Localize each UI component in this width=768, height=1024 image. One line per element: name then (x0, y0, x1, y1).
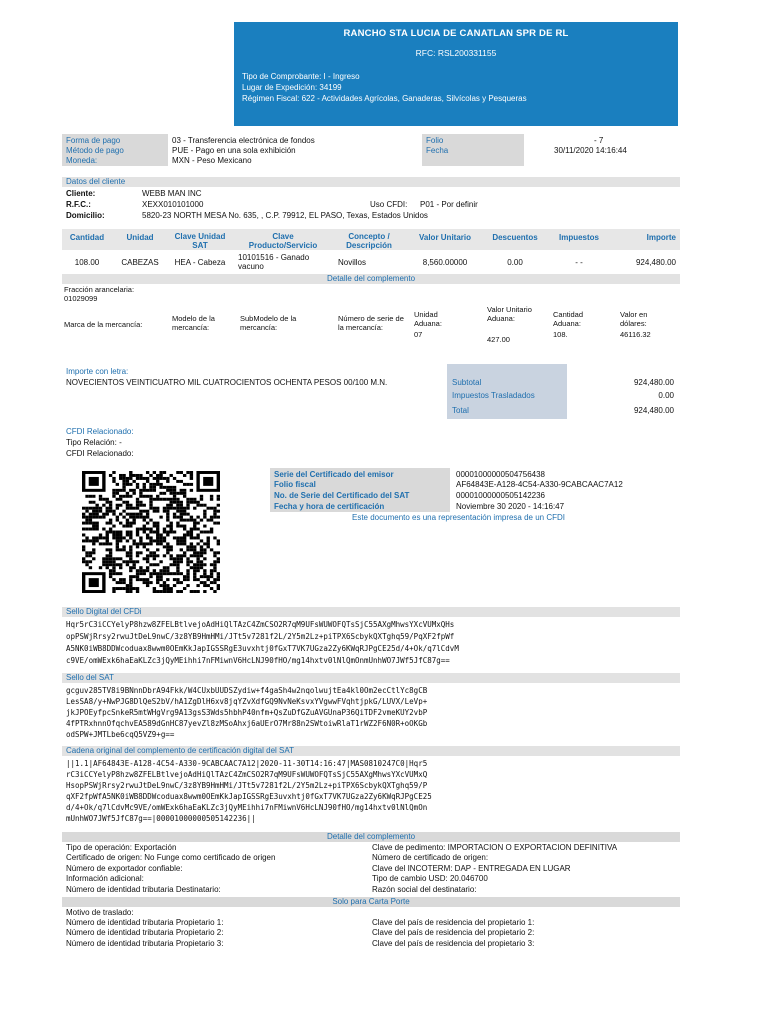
cadena-line: qXF2fpWfA5NK0iWB8DDWcoduax8wwm0OEmKkJapIGSSRgE3uvxhtj0fGxT7VK7UGza2Zy6KWqRJPgCE25 (66, 792, 432, 801)
carta-porte-title: Solo para Carta Porte (332, 897, 410, 906)
unidad-aduana-label: Unidad Aduana: (414, 310, 442, 328)
complemento-bar (62, 274, 680, 284)
issuer-header (234, 22, 678, 126)
impuestos-trasladados-value: 0.00 (658, 391, 674, 400)
impuestos-trasladados-label: Impuestos Trasladados (452, 391, 535, 400)
cfdi-relacionado-value: CFDI Relacionado: (66, 449, 134, 458)
carta-porte-left (66, 918, 223, 949)
sello-sat-line: jkJPOEyfpcSnkeR5mtWHgVrg9A13gsS3Wds5hbhP40nfm+QsZuDfGZuAVGUnaP36QiTDF2vmeKUY2vbP (66, 708, 428, 717)
sello-sat-title: Sello del SAT (66, 673, 114, 682)
sello-cfdi-line: opPSWjRrsy2rwuJtDeL9nwC/3z8YB9HmHMi/JTt5v7281f2L/2Y5m2Lz+piTPX6ScbykQXTghq59/PqXF2fpWf (66, 632, 455, 641)
propietario-pais: Clave del país de residencia del propietario 1: (372, 918, 535, 927)
valor-unitario-aduana-label: Valor Unitario Aduana: (487, 305, 532, 323)
cadena-line: mUnhWO7JWf5JfC87g==|00001000000505142236|| (66, 814, 256, 823)
sello-cfdi-text (66, 619, 459, 667)
cliente-label: Cliente: (66, 189, 96, 198)
cadena-line: ||1.1|AF64843E-A128-4C54-A330-9CABCAAC7A12|2020-11-30T14:16:47|MAS0810247C0|Hqr5 (66, 759, 428, 768)
total-label: Total (452, 406, 469, 415)
valor-dolares-label: Valor en dólares: (620, 310, 648, 328)
detalle2-right (372, 843, 617, 895)
moneda-label: Moneda: (66, 156, 98, 165)
detalle2-right-item: Clave de pedimento: IMPORTACION O EXPORTACION DEFINITIVA (372, 843, 618, 852)
uso-cfdi-label: Uso CFDI: (370, 200, 408, 209)
cell-cantidad: 108.00 (74, 258, 100, 267)
col-impuestos: Impuestos (558, 233, 599, 242)
sello-sat-text (66, 685, 427, 740)
folio-value: - 7 (594, 136, 604, 145)
company-name: RANCHO STA LUCIA DE CANATLAN SPR DE RL (343, 28, 569, 39)
col-descuentos: Descuentos (492, 233, 538, 242)
sello-sat-bar (62, 673, 680, 683)
fecha-certificacion-label: Fecha y hora de certificación (274, 502, 385, 511)
col-unidad: Unidad (126, 233, 154, 242)
propietario-nit: Número de identidad tributaria Propietario 3: (66, 938, 224, 948)
valor-dolares-value: 46116.32 (620, 330, 651, 339)
cadena-text (66, 758, 432, 824)
cadena-line: rC3iCCYelyP8hzw8ZFELBtlvejoAdHiQlTAzC4ZmCSO2R7qM9UFsWUWOFQTsSjC55AXgMhwsYXcVUMxQ (66, 770, 428, 779)
cell-descuentos: 0.00 (507, 258, 523, 267)
lugar-expedicion: Lugar de Expedición: 34199 (242, 83, 342, 92)
fraccion-value: 01029099 (64, 294, 98, 303)
propietario-nit: Número de identidad tributaria Propietario 2: (66, 928, 224, 938)
col-concepto: Concepto / Descripción (346, 232, 392, 250)
regimen-fiscal: Régimen Fiscal: 622 - Actividades Agrícolas, Ganaderas, Silvícolas y Pesqueras (242, 94, 527, 103)
subtotal-label: Subtotal (452, 378, 482, 387)
cell-impuestos: - - (575, 258, 583, 267)
detalle2-right-item: Número de certificado de origen: (372, 853, 489, 863)
sello-sat-line: odSPW+JMTLbe6cqQ5VZ9+g== (66, 730, 175, 739)
detalle2-title: Detalle del complemento (326, 832, 416, 841)
serie-sat-label: No. de Serie del Certificado del SAT (274, 491, 410, 500)
col-importe: Importe (646, 233, 676, 242)
cell-concepto: Novillos (338, 258, 367, 267)
detalle2-left-item: Certificado de origen: No Funge como certificado de origen (66, 853, 276, 863)
cadena-line: d/4+Ok/q7lCdvMc9VE/omWExk6haEaKLZc3jQyMEihhi7nFMiwnV6HcLNJ90fHO/mg14hxtv0lNlQmOn (66, 803, 428, 812)
metodo-pago-value: PUE - Pago en una sola exhibición (172, 146, 296, 155)
cliente-section-bar (62, 177, 680, 187)
subtotal-value: 924,480.00 (633, 378, 674, 387)
col-clave-producto: Clave Producto/Servicio (248, 232, 318, 250)
fecha-certificacion-value: Noviembre 30 2020 - 14:16:47 (456, 502, 565, 511)
carta-porte-bar (62, 897, 680, 907)
cfdi-relacionado-title: CFDI Relacionado: (66, 427, 134, 436)
carta-porte-right (372, 918, 534, 949)
cliente-section-title: Datos del cliente (66, 177, 126, 186)
valor-unitario-aduana-value: 427.00 (487, 335, 510, 344)
tipo-relacion: Tipo Relación: - (66, 438, 122, 447)
fecha-value: 30/11/2020 14:16:44 (554, 146, 627, 155)
domicilio-value: 5820-23 NORTH MESA No. 635, , C.P. 79912, EL PASO, Texas, Estados Unidos (142, 211, 428, 220)
rfc-label: R.F.C.: (66, 200, 91, 209)
rfc-value: XEXX010101000 (142, 200, 204, 209)
folio-fiscal-value: AF64843E-A128-4C54-A330-9CABCAAC7A12 (456, 480, 623, 489)
modelo-label: Modelo de la mercancía: (172, 314, 215, 332)
submodelo-label: SubModelo de la mercancía: (240, 314, 297, 332)
cadena-line: HsopPSWjRrsy2rwuJtDeL9nwC/3z8YB9HmHMi/JTt5v7281f2L/2Y5m2Lz+piTPX6ScbykQXTghq59/P (66, 781, 428, 790)
fecha-label: Fecha (426, 146, 449, 155)
col-cantidad: Cantidad (69, 233, 105, 242)
detalle2-bar (62, 832, 680, 842)
cadena-title: Cadena original del complemento de certificación digital del SAT (66, 746, 294, 755)
cell-importe: 924,480.00 (635, 258, 676, 267)
serie-sat-value: 00001000000505142236 (456, 491, 545, 500)
tipo-comprobante: Tipo de Comprobante: I - Ingreso (242, 72, 360, 81)
sello-cfdi-line: Hqr5rC3iCCYelyP8hzw8ZFELBtlvejoAdHiQlTAzC4ZmCSO2R7qM9UFsWUWOFQTsSjC55AXgMhwsYXcVUMxQHs (66, 620, 455, 629)
folio-label: Folio (426, 136, 444, 145)
unidad-aduana-value: 07 (414, 330, 423, 339)
sello-cfdi-line: c9VE/omWExk6haEaKLZc3jQyMEihhi7nFMiwnV6HcLNJ90fHO/mg14hxtv0lNlQmOnmUnhWO7JWf5JfC87g== (66, 656, 450, 665)
cell-clave-producto: 10101516 - Ganado vacuno (238, 253, 310, 271)
propietario-nit: Número de identidad tributaria Propietario 1: (66, 918, 224, 927)
forma-pago-value: 03 - Transferencia electrónica de fondos (172, 136, 315, 145)
marca-label: Marca de la mercancía: (64, 320, 143, 329)
cantidad-aduana-value: 108. (553, 330, 568, 339)
sello-sat-line: gcguv285TV8i9BNnnDbrA94Fkk/W4CUxbUUDSZydiw+f4gaSh4w2nqolwujtEa4kl0Om2ecCtlYc8gCB (66, 686, 428, 695)
issuer-rfc: RFC: RSL200331155 (415, 48, 497, 58)
qr-code-icon (82, 471, 220, 593)
fraccion-label: Fracción arancelaria: (64, 285, 135, 294)
detalle2-right-item: Clave del INCOTERM: DAP - ENTREGADA EN LUGAR (372, 863, 571, 873)
col-clave-unidad: Clave Unidad SAT (174, 232, 226, 250)
sello-sat-line: LesSA8/y+NwPJG8DlQeS2bV/hA1ZgDlH6xv8jqYZvXdfGQ9NvNeKsvxYVgwwFVqhtjpkG/LUVX/LeVp+ (66, 697, 428, 706)
col-valor-unitario: Valor Unitario (418, 233, 471, 242)
sello-cfdi-line: A5NK0iWB8DDWcoduax8wwm0OEmKkJapIGSSRgE3uvxhtj0fGxT7VK7UGza2Zy6KWqRJPgCE25d/4+Ok/q7lCdvM (66, 644, 459, 653)
detalle2-right-item: Razón social del destinatario: (372, 884, 477, 894)
total-value: 924,480.00 (633, 406, 674, 415)
uso-cfdi-value: P01 - Por definir (420, 200, 478, 209)
serie-mercancia-label: Número de serie de la mercancía: (338, 314, 404, 332)
sello-sat-line: 4fPTRxhnnOfqchvEA589dGnHC87yevZl8zMSoAhxj6aUErO7Mr88n2SWtoiwRlaT1rWZ2F6N0R+oOKGb (66, 719, 428, 728)
importe-letra-label: Importe con letra: (66, 367, 129, 376)
cell-valor-unitario: 8,560.00000 (422, 258, 468, 267)
metodo-pago-label: Método de pago (66, 146, 124, 155)
cadena-bar (62, 746, 680, 756)
cfdi-nota: Este documento es una representación impresa de un CFDI (352, 513, 566, 522)
detalle2-left (66, 843, 275, 895)
detalle2-left-item: Tipo de operación: Exportación (66, 843, 177, 852)
motivo-traslado: Motivo de traslado: (66, 908, 134, 917)
serie-emisor-value: 00001000000504756438 (456, 470, 545, 479)
propietario-pais: Clave del país de residencia del propietario 2: (372, 928, 535, 938)
folio-fiscal-label: Folio fiscal (274, 480, 316, 489)
forma-pago-label: Forma de pago (66, 136, 121, 145)
serie-emisor-label: Serie del Certificado del emisor (274, 470, 394, 479)
complemento-title: Detalle del complemento (326, 274, 416, 283)
detalle2-left-item: Información adicional: (66, 874, 144, 884)
cell-unidad: CABEZAS (121, 258, 159, 267)
domicilio-label: Domicilio: (66, 211, 105, 220)
sello-cfdi-bar (62, 607, 680, 617)
sello-cfdi-title: Sello Digital del CFDi (66, 607, 142, 616)
detalle2-left-item: Número de identidad tributaria Destinatario: (66, 884, 221, 894)
detalle2-right-item: Tipo de cambio USD: 20.046700 (372, 874, 488, 884)
cell-clave-unidad: HEA - Cabeza (174, 258, 226, 267)
cliente-value: WEBB MAN INC (142, 189, 202, 198)
moneda-value: MXN - Peso Mexicano (172, 156, 252, 165)
detalle2-left-item: Número de exportador confiable: (66, 863, 183, 873)
importe-letra-value: NOVECIENTOS VEINTICUATRO MIL CUATROCIENTOS OCHENTA PESOS 00/100 M.N. (66, 378, 388, 387)
propietario-pais: Clave del país de residencia del propietario 3: (372, 938, 535, 948)
cantidad-aduana-label: Cantidad Aduana: (553, 310, 584, 328)
